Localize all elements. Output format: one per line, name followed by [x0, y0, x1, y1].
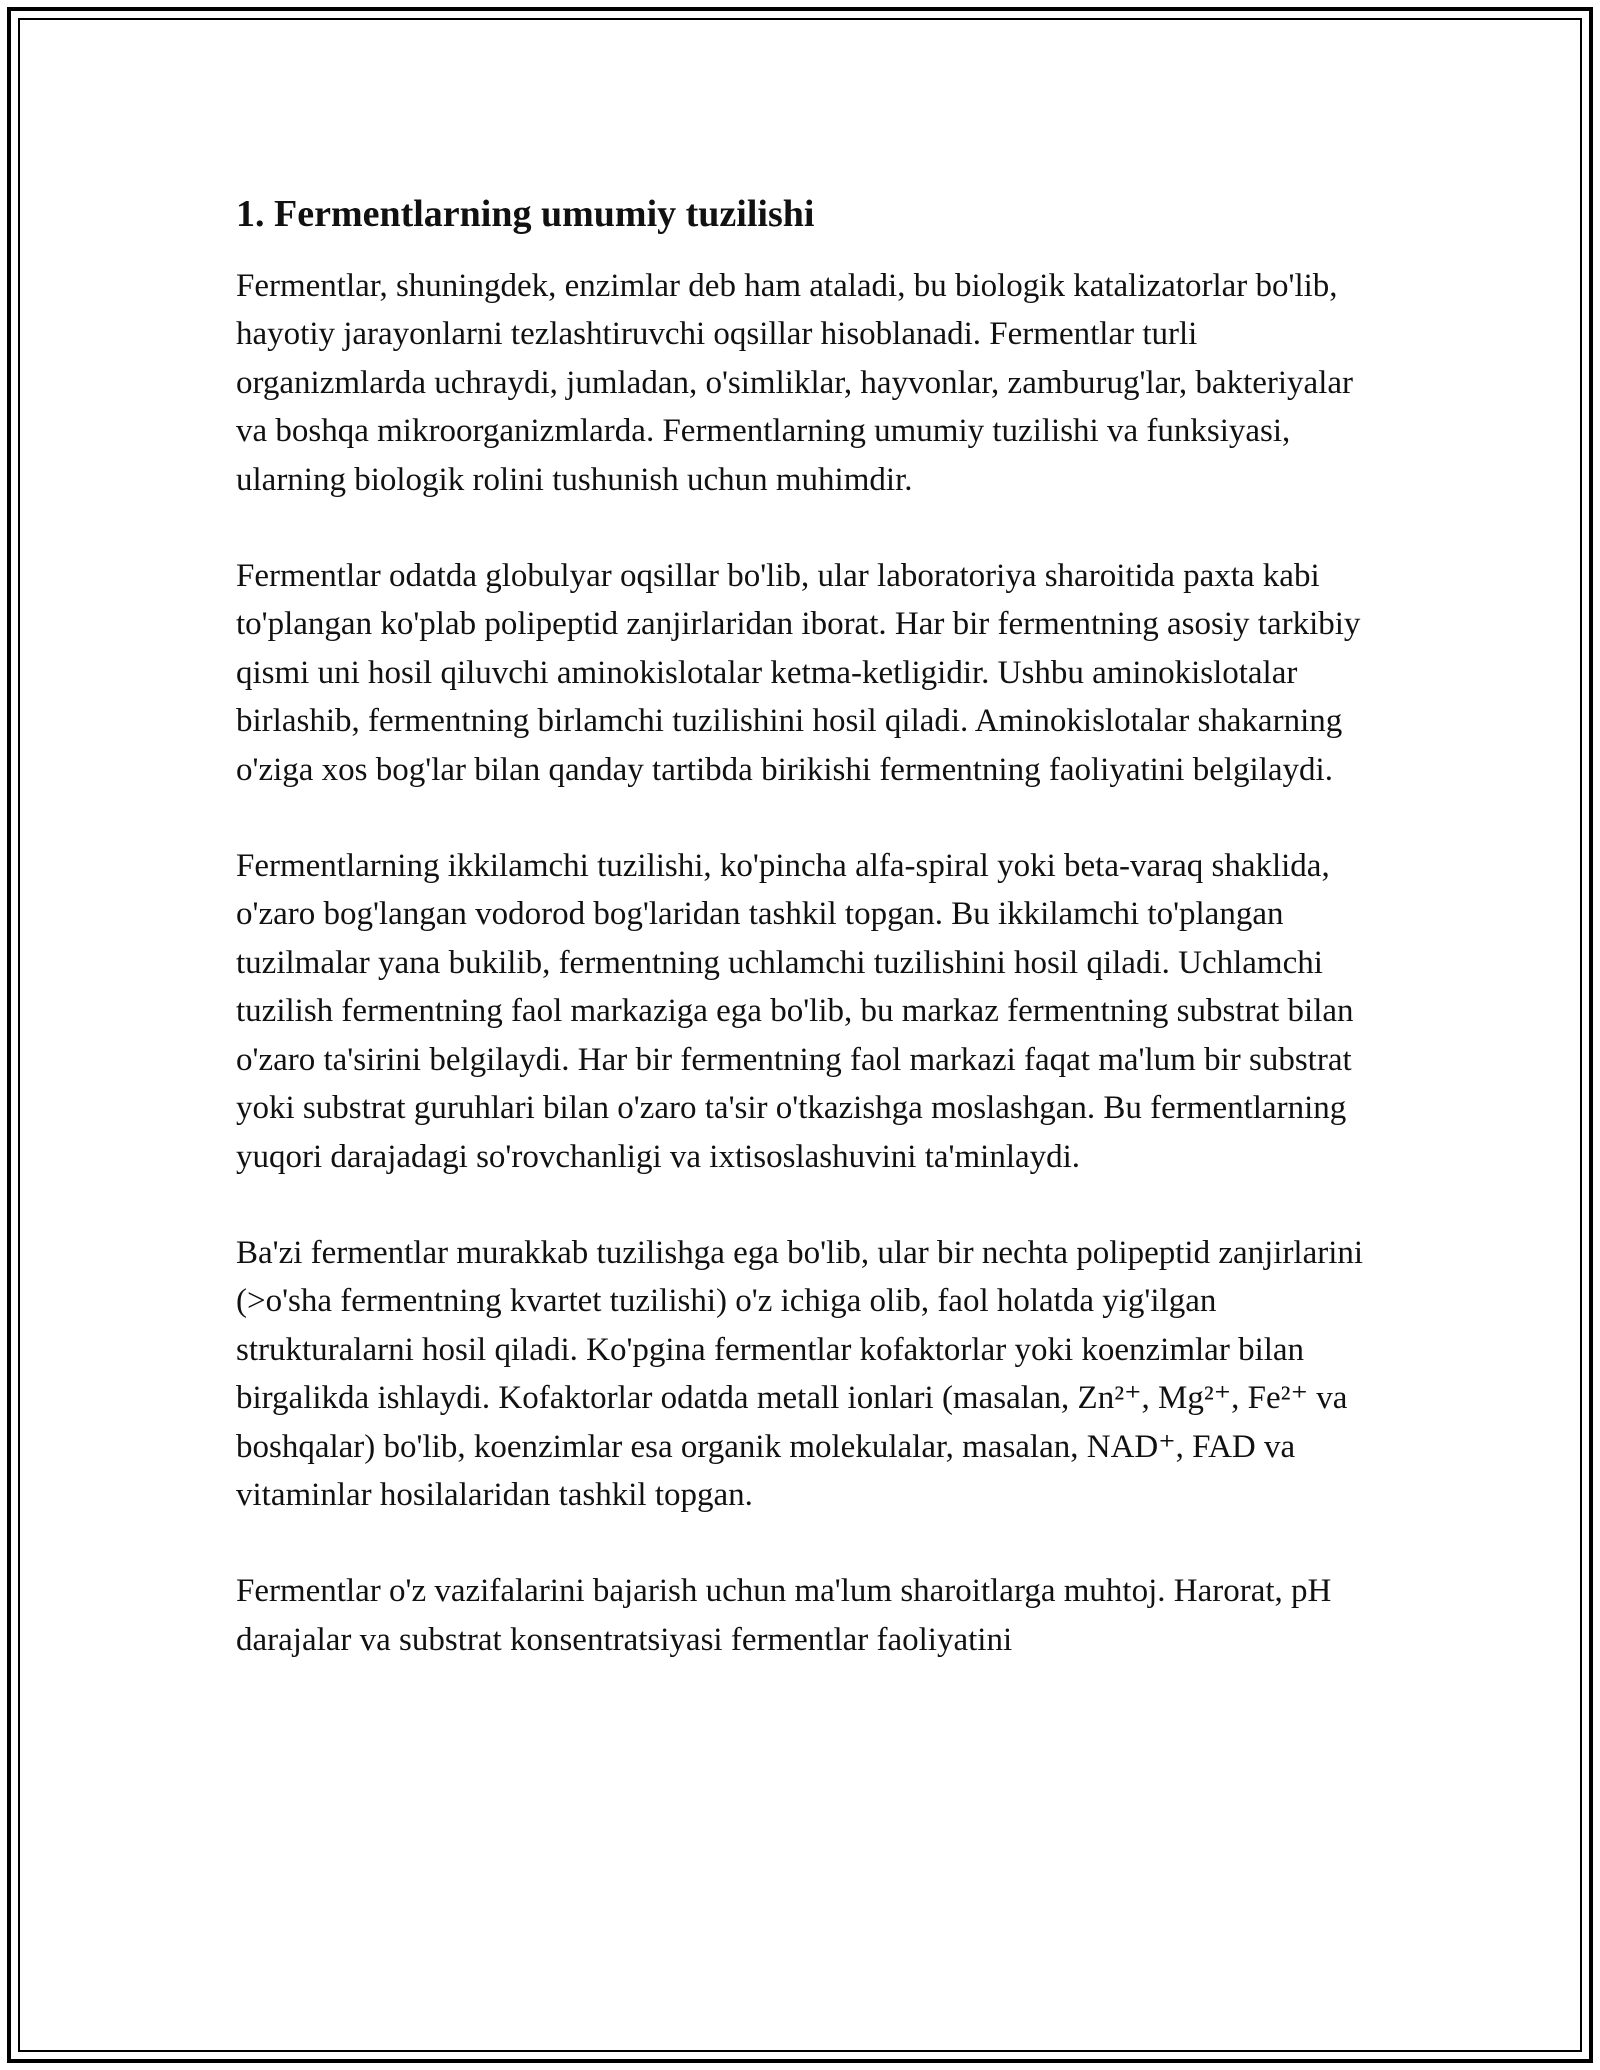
document-body [236, 188, 1366, 1712]
paragraph-3: Fermentlarning ikkilamchi tuzilishi, ko'pincha alfa-spiral yoki beta-varaq shaklida, o'zaro bog'langan vodorod bog'laridan tashkil topgan. Bu ikkilamchi to'plangan tuzilmalar yana bukilib, fermentning uchlamchi tuzilishini hosil qiladi. Uchlamchi tuzilish fermentning faol markaziga ega bo'lib, bu markaz fermentning substrat bilan o'zaro ta'sirini belgilaydi. Har bir fermentning faol markazi faqat ma'lum bir substrat yoki substrat guruhlari bilan o'zaro ta'sir o'tkazishga moslashgan. Bu fermentlarning yuqori darajadagi so'rovchanligi va ixtisoslashuvini ta'minlaydi. [236, 848, 1354, 1175]
paragraph-5: Fermentlar o'z vazifalarini bajarish uchun ma'lum sharoitlarga muhtoj. Harorat, pH darajalar va substrat konsentratsiyasi fermentlar faoliyatini [236, 1573, 1332, 1658]
paragraph-2: Fermentlar odatda globulyar oqsillar bo'lib, ular laboratoriya sharoitida paxta kabi to'plangan ko'plab polipeptid zanjirlaridan iborat. Har bir fermentning asosiy tarkibiy qismi uni hosil qiluvchi aminokislotalar ketma-ketligidir. Ushbu aminokislotalar birlashib, fermentning birlamchi tuzilishini hosil qiladi. Aminokislotalar shakarning o'ziga xos bog'lar bilan qanday tartibda birikishi fermentning faoliyatini belgilaydi. [236, 558, 1361, 788]
section-heading: 1. Fermentlarning umumiy tuzilishi [236, 193, 815, 235]
paragraph-1: Fermentlar, shuningdek, enzimlar deb ham ataladi, bu biologik katalizatorlar bo'lib, hayotiy jarayonlarni tezlashtiruvchi oqsillar hisoblanadi. Fermentlar turli organizmlarda uchraydi, jumladan, o'simliklar, hayvonlar, zamburug'lar, bakteriyalar va boshqa mikroorganizmlarda. Fermentlarning umumiy tuzilishi va funksiyasi, ularning biologik rolini tushunish uchun muhimdir. [236, 268, 1354, 498]
paragraph-4: Ba'zi fermentlar murakkab tuzilishga ega bo'lib, ular bir nechta polipeptid zanjirlarini (>o'sha fermentning kvartet tuzilishi) o'z ichiga olib, faol holatda yig'ilgan strukturalarni hosil qiladi. Ko'pgina fermentlar kofaktorlar yoki koenzimlar bilan birgalikda ishlaydi. Kofaktorlar odatda metall ionlari (masalan, Zn²⁺, Mg²⁺, Fe²⁺ va boshqalar) bo'lib, koenzimlar esa organik molekulalar, masalan, NAD⁺, FAD va vitaminlar hosilalaridan tashkil topgan. [236, 1234, 1364, 1513]
